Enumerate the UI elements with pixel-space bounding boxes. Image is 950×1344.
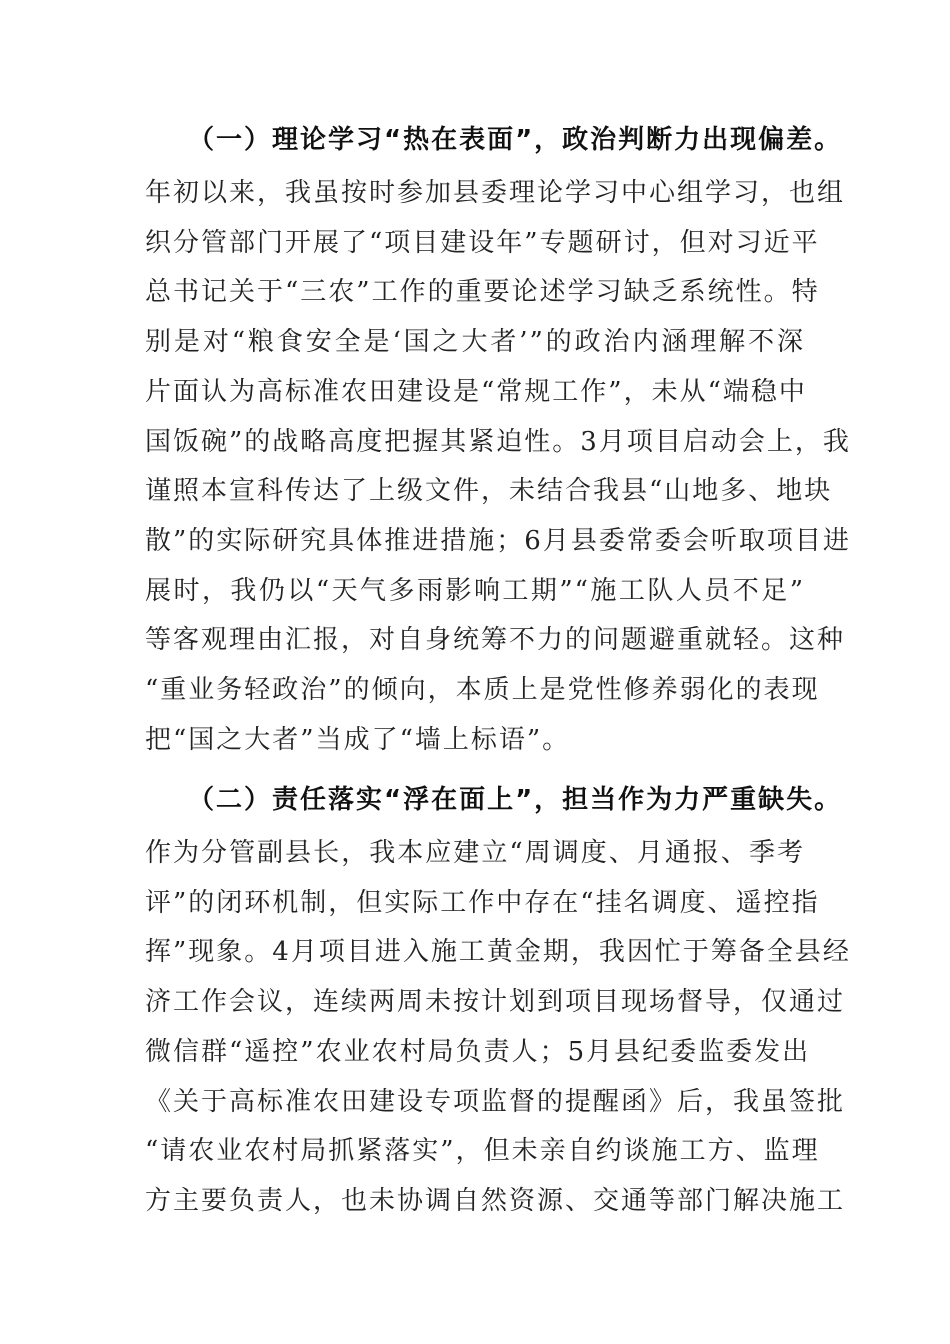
section-heading: （二）责任落实“浮在面上”，担当作为力严重缺失。 xyxy=(188,785,843,815)
paragraph-line: 济工作会议，连续两周未按计划到项目现场督导，仅通过 xyxy=(145,987,846,1018)
paragraph-line: 年初以来，我虽按时参加县委理论学习中心组学习，也组 xyxy=(145,178,846,208)
paragraph-line: 总书记关于“三农”工作的重要论述学习缺乏系统性。特 xyxy=(145,277,820,308)
paragraph-line: 评”的闭环机制，但实际工作中存在“挂名调度、遥控指 xyxy=(145,887,820,918)
paragraph-line: 微信群“遥控”农业农村局负责人；5月县纪委监委发出 xyxy=(145,1036,811,1067)
paragraph-line: 挥”现象。4月项目进入施工黄金期，我因忙于筹备全县经 xyxy=(145,937,851,968)
paragraph-line: 别是对“粮食安全是‘国之大者’”的政治内涵理解不深 xyxy=(145,327,805,358)
paragraph-line: 展时，我仍以“天气多雨影响工期”“施工队人员不足” xyxy=(145,575,805,606)
paragraph-line: 织分管部门开展了“项目建设年”专题研讨，但对习近平 xyxy=(145,227,820,258)
paragraph-line: 片面认为高标准农田建设是“常规工作”，未从“端稳中 xyxy=(145,376,807,407)
paragraph-line: 国饭碗”的战略高度把握其紧迫性。3月项目启动会上，我 xyxy=(145,426,851,457)
paragraph-line: 方主要负责人，也未协调自然资源、交通等部门解决施工 xyxy=(145,1185,846,1216)
paragraph-line: “请农业农村局抓紧落实”，但未亲自约谈施工方、监理 xyxy=(145,1136,820,1167)
paragraph-line: 《关于高标准农田建设专项监督的提醒函》后，我虽签批 xyxy=(145,1086,846,1117)
section-heading: （一）理论学习“热在表面”，政治判断力出现偏差。 xyxy=(188,125,843,155)
paragraph-line: 散”的实际研究具体推进措施；6月县委常委会听取项目进 xyxy=(145,525,851,556)
paragraph-line: 谨照本宣科传达了上级文件，未结合我县“山地多、地块 xyxy=(145,476,833,507)
paragraph-line: 把“国之大者”当成了“墙上标语”。 xyxy=(145,724,571,755)
paragraph-line: “重业务轻政治”的倾向，本质上是党性修养弱化的表现 xyxy=(145,675,820,705)
paragraph-line: 作为分管副县长，我本应建立“周调度、月通报、季考 xyxy=(145,838,805,868)
paragraph-line: 等客观理由汇报，对自身统筹不力的问题避重就轻。这种 xyxy=(145,625,846,656)
